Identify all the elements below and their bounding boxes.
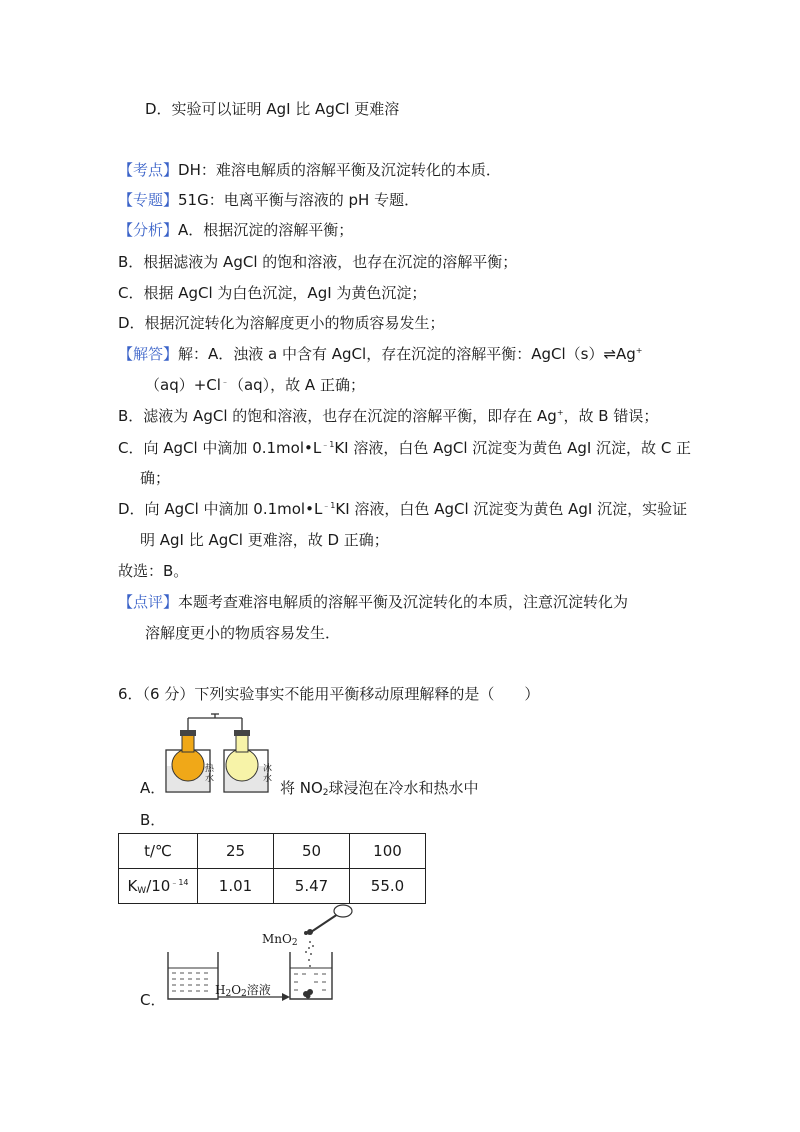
kaodian-line bbox=[118, 160, 501, 180]
option-a-text bbox=[280, 778, 479, 798]
kaodian-text: DH：难溶电解质的溶解平衡及沉淀转化的本质． bbox=[178, 161, 501, 179]
table-cell: 50 bbox=[274, 834, 350, 869]
option-c-label: C． bbox=[140, 991, 166, 1009]
table-cell: 25 bbox=[198, 834, 274, 869]
dianping-tag: 【点评】 bbox=[118, 593, 179, 611]
kw-exp: ﹣14 bbox=[170, 878, 189, 887]
fenxi-b: B．根据滤液为 AgCl 的饱和溶液，也存在沉淀的溶解平衡； bbox=[118, 253, 518, 271]
jieda-line-2 bbox=[145, 375, 365, 395]
jieda-d1-post: KI 溶液，白色 AgCl 沉淀变为黄色 AgI 沉淀，实验证 bbox=[335, 500, 688, 518]
h2o2-label bbox=[215, 983, 271, 997]
jieda-a1: 解：A．浊液 a 中含有 AgCl，存在沉淀的溶解平衡：AgCl（s）⇌Ag bbox=[178, 345, 636, 363]
option-b-label: B． bbox=[140, 811, 166, 829]
zhuanti-tag: 【专题】 bbox=[118, 191, 179, 209]
option-a-pre: 将 NO bbox=[280, 779, 323, 797]
option-a-label: A． bbox=[140, 779, 166, 797]
jieda-a2-post: （aq），故 A 正确； bbox=[228, 376, 365, 394]
mno2-sub: 2 bbox=[291, 938, 298, 948]
table-cell: 100 bbox=[350, 834, 426, 869]
fenxi-d: D．根据沉淀转化为溶解度更小的物质容易发生； bbox=[118, 314, 445, 332]
jieda-c1-post: KI 溶液，白色 AgCl 沉淀变为黄色 AgI 沉淀，故 C 正 bbox=[334, 439, 692, 457]
fenxi-tag: 【分析】 bbox=[118, 221, 179, 239]
no2-balls-figure bbox=[160, 710, 280, 795]
jieda-c1-pre: C．向 AgCl 中滴加 0.1mol•L bbox=[118, 439, 322, 457]
option-a-sub: 2 bbox=[322, 788, 329, 798]
h2o2-sub1: 2 bbox=[225, 989, 232, 999]
table-row bbox=[119, 869, 426, 904]
dianping-t1: 本题考查难溶电解质的溶解平衡及沉淀转化的本质，注意沉淀转化为 bbox=[178, 593, 629, 611]
kw-k: K bbox=[127, 877, 138, 895]
mno2-text: MnO bbox=[262, 932, 292, 946]
table-cell: 1.01 bbox=[198, 869, 274, 904]
q6-stem: 6．（6 分）下列实验事实不能用平衡移动原理解释的是（ ） bbox=[118, 685, 540, 703]
table-row bbox=[119, 834, 426, 869]
zhuanti-text: 51G：电离平衡与溶液的 pH 专题． bbox=[178, 191, 420, 209]
jieda-a2-pre: （aq）+Cl bbox=[145, 376, 221, 394]
jieda-tag: 【解答】 bbox=[118, 345, 179, 363]
jieda-line-b bbox=[118, 406, 658, 426]
jieda-line-1 bbox=[118, 344, 643, 364]
answer: 故选：B。 bbox=[118, 562, 189, 580]
hot-water-label: 热水 bbox=[205, 764, 215, 784]
h2o2-sub2: 2 bbox=[241, 989, 247, 999]
kw-table bbox=[118, 833, 426, 904]
table-cell: 55.0 bbox=[350, 869, 426, 904]
cold-water-label: 冰水 bbox=[263, 764, 273, 784]
h2o2-h: H bbox=[215, 983, 226, 997]
kw-base: /10 bbox=[146, 877, 171, 895]
dianping-t2: 溶解度更小的物质容易发生． bbox=[145, 624, 341, 642]
table-header-kw bbox=[119, 869, 198, 904]
dianping-line-1 bbox=[118, 592, 628, 612]
jieda-d1-pre: D．向 AgCl 中滴加 0.1mol•L bbox=[118, 500, 323, 518]
kaodian-tag: 【考点】 bbox=[118, 161, 179, 179]
jieda-d2: 明 AgI 比 AgCl 更难溶，故 D 正确； bbox=[140, 531, 389, 549]
ag-charge: + bbox=[635, 346, 643, 355]
fenxi-line bbox=[118, 220, 353, 240]
h2o2-solution: 溶液 bbox=[246, 983, 271, 997]
unit-exp-c: ﹣1 bbox=[321, 440, 335, 449]
fenxi-a: A．根据沉淀的溶解平衡； bbox=[178, 221, 354, 239]
cl-charge: ﹣ bbox=[220, 377, 229, 386]
jieda-c2: 确； bbox=[140, 469, 171, 487]
unit-exp-d: ﹣1 bbox=[322, 501, 336, 510]
table-header-temp: t/℃ bbox=[119, 834, 198, 869]
h2o2-o: O bbox=[231, 983, 242, 997]
zhuanti-line bbox=[118, 190, 419, 210]
jieda-line-d1 bbox=[118, 499, 687, 519]
fenxi-c: C．根据 AgCl 为白色沉淀，AgI 为黄色沉淀； bbox=[118, 284, 427, 302]
kw-w: W bbox=[137, 886, 147, 896]
option-d: D．实验可以证明 AgI 比 AgCl 更难溶 bbox=[145, 100, 400, 118]
table-cell: 5.47 bbox=[274, 869, 350, 904]
jieda-b-pre: B．滤液为 AgCl 的饱和溶液，也存在沉淀的溶解平衡，即存在 Ag bbox=[118, 407, 557, 425]
ag-charge-b: + bbox=[556, 408, 564, 417]
mno2-label bbox=[262, 932, 298, 946]
jieda-b-post: ，故 B 错误； bbox=[563, 407, 659, 425]
jieda-line-c1 bbox=[118, 438, 691, 458]
option-a-post: 球浸泡在冷水和热水中 bbox=[328, 779, 479, 797]
